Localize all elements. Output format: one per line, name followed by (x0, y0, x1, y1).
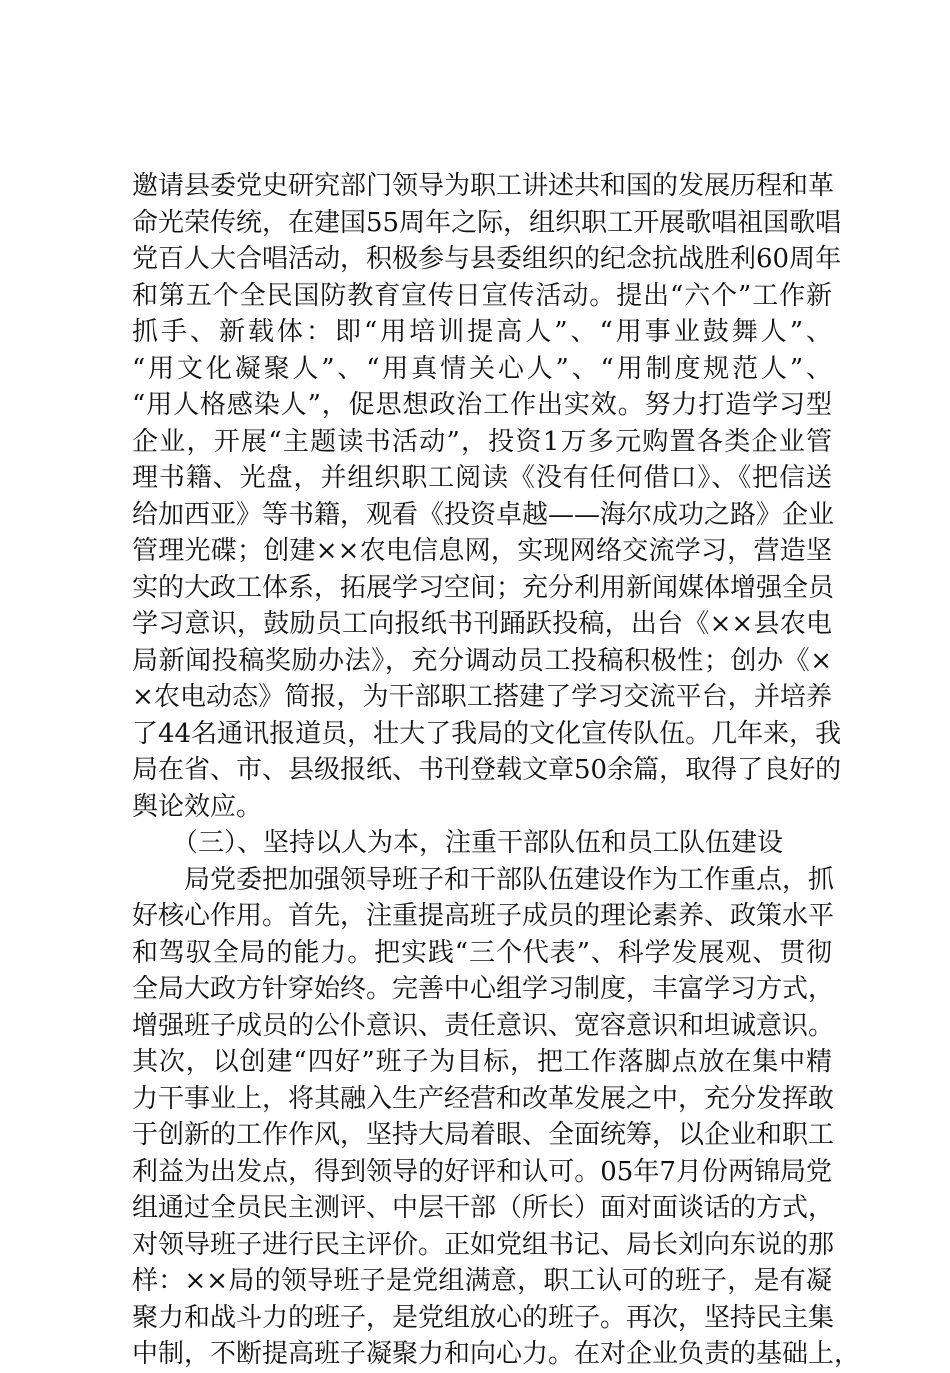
text-line: 抓手、新载体：即“用培训提高人”、“用事业鼓舞人”、 (132, 317, 832, 347)
text-line: 舆论效应。 (132, 791, 263, 822)
text-line: 对领导班子进行民主评价。正如党组书记、局长刘向东说的那 (132, 1229, 835, 1260)
section-heading: （三）、坚持以人为本，注重干部队伍和员工队伍建设 (172, 828, 784, 858)
text-line: 了44名通讯报道员，壮大了我局的文化宣传队伍。几年来，我 (132, 718, 842, 749)
text-line: 管理光碟；创建××农电信息网，实现网络交流学习，营造坚 (132, 536, 832, 566)
text-line: 增强班子成员的公仆意识、责任意识、宽容意识和坦诚意识。 (132, 1010, 835, 1041)
text-line: 好核心作用。首先，注重提高班子成员的理论素养、政策水平 (132, 901, 835, 931)
text-line: 组通过全员民主测评、中层干部（所长）面对面谈话的方式， (132, 1193, 835, 1223)
text-line: 中制，不断提高班子凝聚力和向心力。在对企业负责的基础上， (132, 1339, 861, 1369)
text-line: ×农电动态》简报，为干部职工搭建了学习交流平台，并培养 (132, 682, 832, 712)
text-line: 理书籍、光盘，并组织职工阅读《没有任何借口》、《把信送 (132, 463, 832, 493)
text-line: 学习意识，鼓励员工向报纸书刊踊跃投稿，出台《××县农电 (132, 609, 832, 639)
text-line: 利益为出发点，得到领导的好评和认可。05年7月份两锦局党 (132, 1156, 832, 1187)
text-line: “用文化凝聚人”、“用真情关心人”、“用制度规范人”、 (132, 353, 832, 384)
text-line: 邀请县委党史研究部门领导为职工讲述共和国的发展历程和革 (132, 171, 835, 201)
text-line: 全局大政方针穿始终。完善中心组学习制度，丰富学习方式， (132, 974, 835, 1004)
text-line: 局在省、市、县级报纸、书刊登载文章50余篇，取得了良好的 (132, 755, 842, 785)
text-line: 于创新的工作作风，坚持大局着眼、全面统筹，以企业和职工 (132, 1120, 835, 1150)
body-text (132, 168, 861, 1373)
text-line: 力干事业上，将其融入生产经营和改革发展之中，充分发挥敢 (132, 1083, 835, 1114)
text-line: 党百人大合唱活动，积极参与县委组织的纪念抗战胜利60周年 (132, 244, 842, 274)
text-line: 和驾驭全局的能力。把实践“三个代表”、科学发展观、贯彻 (132, 937, 832, 968)
text-line: 局党委把加强领导班子和干部队伍建设作为工作重点，抓 (184, 864, 835, 895)
text-line: 给加西亚》等书籍，观看《投资卓越——海尔成功之路》企业 (132, 499, 835, 530)
text-line: 和第五个全民国防教育宣传日宣传活动。提出“六个”工作新 (132, 280, 832, 311)
text-line: “用人格感染人”，促思想政治工作出实效。努力打造学习型 (132, 390, 832, 420)
text-line: 局新闻投稿奖励办法》，充分调动员工投稿积极性；创办《× (132, 645, 832, 676)
text-line: 聚力和战斗力的班子，是党组放心的班子。再次，坚持民主集 (132, 1302, 835, 1333)
text-line: 实的大政工体系，拓展学习空间；充分利用新闻媒体增强全员 (132, 572, 835, 603)
text-line: 命光荣传统，在建国55周年之际，组织职工开展歌唱祖国歌唱 (132, 207, 842, 238)
text-line: 其次，以创建“四好”班子为目标，把工作落脚点放在集中精 (132, 1047, 832, 1077)
text-line: 企业，开展“主题读书活动”，投资1万多元购置各类企业管 (132, 426, 832, 457)
text-line: 样：××局的领导班子是党组满意，职工认可的班子，是有凝 (132, 1266, 832, 1296)
